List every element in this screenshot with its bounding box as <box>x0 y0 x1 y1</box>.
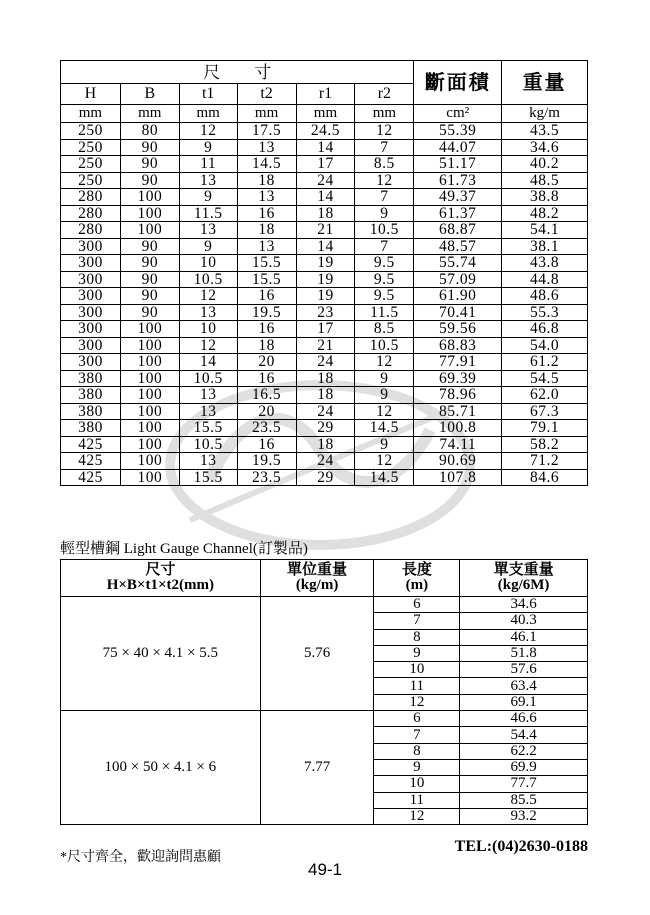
table-cell: 79.1 <box>502 420 588 437</box>
table-row <box>61 156 588 173</box>
lg-length-cell: 11 <box>374 792 460 808</box>
table-cell: 19 <box>296 271 355 288</box>
table-row <box>61 354 588 371</box>
light-gauge-title: 輕型槽鋼 Light Gauge Channel(訂製品) <box>60 541 308 557</box>
lg-piece-weight-header: 單支重量 (kg/6M) <box>460 560 588 597</box>
table-cell: 300 <box>61 304 121 321</box>
table-cell: 16 <box>237 436 296 453</box>
table-cell: 90 <box>120 238 179 255</box>
table-cell: 13 <box>237 139 296 156</box>
table-cell: 10.5 <box>179 271 237 288</box>
lg-unit-weight-cell: 5.76 <box>260 597 374 711</box>
table-cell: 100 <box>120 403 179 420</box>
table-row <box>61 205 588 222</box>
table-cell: 9 <box>179 139 237 156</box>
unit-header: kg/m <box>502 105 588 123</box>
table-row <box>61 387 588 404</box>
table-cell: 100 <box>120 222 179 239</box>
channel-dimensions-table <box>60 60 588 486</box>
table-cell: 20 <box>237 403 296 420</box>
table-cell: 13 <box>179 304 237 321</box>
table-cell: 100 <box>120 337 179 354</box>
symbol-header: B <box>120 84 179 105</box>
table-cell: 10 <box>179 255 237 272</box>
table-cell: 100 <box>120 189 179 206</box>
table-cell: 9 <box>179 238 237 255</box>
table-cell: 12 <box>179 337 237 354</box>
table-cell: 43.5 <box>502 123 588 140</box>
table-cell: 48.5 <box>502 172 588 189</box>
table-cell: 38.8 <box>502 189 588 206</box>
table-cell: 19.5 <box>237 453 296 470</box>
lg-length-cell: 10 <box>374 776 460 792</box>
table-cell: 61.37 <box>414 205 502 222</box>
table-cell: 300 <box>61 288 121 305</box>
lg-length-cell: 9 <box>374 759 460 775</box>
table-cell: 70.41 <box>414 304 502 321</box>
table-cell: 34.6 <box>502 139 588 156</box>
table-cell: 24 <box>296 172 355 189</box>
table-row <box>61 436 588 453</box>
table-cell: 250 <box>61 139 121 156</box>
table-cell: 14 <box>296 238 355 255</box>
table-cell: 9 <box>355 387 414 404</box>
table-cell: 12 <box>355 354 414 371</box>
list-item <box>61 597 588 613</box>
table-cell: 90 <box>120 172 179 189</box>
table-cell: 15.5 <box>179 469 237 486</box>
lg-piece-weight-cell: 62.2 <box>460 743 588 759</box>
table-cell: 100 <box>120 205 179 222</box>
table-cell: 40.2 <box>502 156 588 173</box>
table-cell: 10 <box>179 321 237 338</box>
lg-length-cell: 7 <box>374 613 460 629</box>
table-cell: 10.5 <box>355 337 414 354</box>
table-cell: 24 <box>296 403 355 420</box>
table-cell: 48.57 <box>414 238 502 255</box>
table-cell: 8.5 <box>355 156 414 173</box>
table-cell: 55.74 <box>414 255 502 272</box>
table-cell: 100 <box>120 354 179 371</box>
unit-header: mm <box>179 105 237 123</box>
table-cell: 23 <box>296 304 355 321</box>
lg-unit-weight-header: 單位重量 (kg/m) <box>260 560 374 597</box>
table-cell: 15.5 <box>237 255 296 272</box>
lg-piece-weight-cell: 63.4 <box>460 678 588 694</box>
table-cell: 13 <box>179 403 237 420</box>
table-cell: 250 <box>61 123 121 140</box>
table-cell: 11.5 <box>179 205 237 222</box>
table-cell: 250 <box>61 156 121 173</box>
table-cell: 100 <box>120 453 179 470</box>
table-row <box>61 238 588 255</box>
table-cell: 21 <box>296 337 355 354</box>
lg-length-cell: 12 <box>374 808 460 824</box>
table-cell: 38.1 <box>502 238 588 255</box>
table-row <box>61 337 588 354</box>
table-cell: 13 <box>179 222 237 239</box>
lg-piece-weight-cell: 54.4 <box>460 727 588 743</box>
table-row <box>61 189 588 206</box>
table-cell: 85.71 <box>414 403 502 420</box>
table-cell: 13 <box>179 453 237 470</box>
lg-length-cell: 7 <box>374 727 460 743</box>
table-cell: 69.39 <box>414 370 502 387</box>
table-cell: 18 <box>237 172 296 189</box>
table-cell: 8.5 <box>355 321 414 338</box>
table-cell: 78.96 <box>414 387 502 404</box>
table-cell: 9 <box>355 370 414 387</box>
lg-piece-weight-cell: 93.2 <box>460 808 588 824</box>
table-cell: 12 <box>355 172 414 189</box>
unit-header: mm <box>61 105 121 123</box>
list-item <box>61 711 588 727</box>
table-cell: 9 <box>179 189 237 206</box>
table-cell: 43.8 <box>502 255 588 272</box>
table-cell: 29 <box>296 420 355 437</box>
table-cell: 380 <box>61 420 121 437</box>
table-cell: 10.5 <box>179 370 237 387</box>
table-cell: 61.73 <box>414 172 502 189</box>
table-cell: 12 <box>355 403 414 420</box>
table-cell: 90 <box>120 255 179 272</box>
table-cell: 14 <box>296 139 355 156</box>
table-cell: 71.2 <box>502 453 588 470</box>
table-cell: 90 <box>120 304 179 321</box>
lg-length-cell: 10 <box>374 662 460 678</box>
table-cell: 68.87 <box>414 222 502 239</box>
unit-header: mm <box>237 105 296 123</box>
table-cell: 48.6 <box>502 288 588 305</box>
table-cell: 425 <box>61 469 121 486</box>
table-cell: 18 <box>296 205 355 222</box>
table-cell: 54.5 <box>502 370 588 387</box>
table-cell: 15.5 <box>179 420 237 437</box>
table-cell: 300 <box>61 354 121 371</box>
table-cell: 59.56 <box>414 321 502 338</box>
table-cell: 13 <box>237 238 296 255</box>
table-row <box>61 271 588 288</box>
lg-length-cell: 6 <box>374 597 460 613</box>
table-cell: 280 <box>61 205 121 222</box>
lg-piece-weight-cell: 51.8 <box>460 645 588 661</box>
telephone-number: TEL:(04)2630-0188 <box>454 838 588 855</box>
table-cell: 300 <box>61 255 121 272</box>
lg-piece-weight-cell: 46.1 <box>460 629 588 645</box>
table-cell: 425 <box>61 436 121 453</box>
table-cell: 24 <box>296 453 355 470</box>
table-row <box>61 420 588 437</box>
table-cell: 18 <box>296 436 355 453</box>
table-cell: 21 <box>296 222 355 239</box>
lg-piece-weight-cell: 57.6 <box>460 662 588 678</box>
table-cell: 14 <box>179 354 237 371</box>
table-cell: 7 <box>355 139 414 156</box>
lg-dimension-cell: 100 × 50 × 4.1 × 6 <box>61 711 261 825</box>
table-cell: 12 <box>355 123 414 140</box>
table-cell: 24.5 <box>296 123 355 140</box>
table-cell: 80 <box>120 123 179 140</box>
table-cell: 13 <box>179 387 237 404</box>
table-row <box>61 139 588 156</box>
symbol-header: t2 <box>237 84 296 105</box>
table-row <box>61 403 588 420</box>
table-cell: 17 <box>296 156 355 173</box>
table-cell: 12 <box>179 123 237 140</box>
weight-header: 重量 <box>502 61 588 105</box>
table-row <box>61 222 588 239</box>
table-cell: 13 <box>179 172 237 189</box>
table-cell: 15.5 <box>237 271 296 288</box>
table-cell: 55.3 <box>502 304 588 321</box>
symbol-header: r1 <box>296 84 355 105</box>
table-cell: 54.0 <box>502 337 588 354</box>
table-cell: 16 <box>237 205 296 222</box>
table-cell: 90.69 <box>414 453 502 470</box>
table-cell: 44.8 <box>502 271 588 288</box>
table-row <box>61 370 588 387</box>
table-cell: 100 <box>120 321 179 338</box>
unit-header: cm² <box>414 105 502 123</box>
table-row <box>61 255 588 272</box>
table-cell: 250 <box>61 172 121 189</box>
table-cell: 100 <box>120 469 179 486</box>
table-cell: 300 <box>61 271 121 288</box>
table-cell: 16.5 <box>237 387 296 404</box>
table-row <box>61 172 588 189</box>
table-cell: 11 <box>179 156 237 173</box>
table-cell: 13 <box>237 189 296 206</box>
table-cell: 100 <box>120 436 179 453</box>
table-cell: 10.5 <box>355 222 414 239</box>
table-cell: 68.83 <box>414 337 502 354</box>
table-cell: 11.5 <box>355 304 414 321</box>
lg-dimension-header: 尺寸 H×B×t1×t2(mm) <box>61 560 261 597</box>
lg-piece-weight-cell: 77.7 <box>460 776 588 792</box>
table-cell: 61.90 <box>414 288 502 305</box>
table-cell: 19 <box>296 255 355 272</box>
table-cell: 24 <box>296 354 355 371</box>
table-cell: 17.5 <box>237 123 296 140</box>
table-cell: 380 <box>61 403 121 420</box>
table-cell: 17 <box>296 321 355 338</box>
unit-header: mm <box>355 105 414 123</box>
symbol-header: t1 <box>179 84 237 105</box>
lg-dimension-cell: 75 × 40 × 4.1 × 5.5 <box>61 597 261 711</box>
lg-piece-weight-cell: 34.6 <box>460 597 588 613</box>
table-cell: 280 <box>61 222 121 239</box>
unit-header: mm <box>296 105 355 123</box>
table-cell: 100 <box>120 420 179 437</box>
lg-piece-weight-cell: 69.9 <box>460 759 588 775</box>
table-cell: 12 <box>179 288 237 305</box>
table-cell: 19.5 <box>237 304 296 321</box>
table-cell: 20 <box>237 354 296 371</box>
unit-header: mm <box>120 105 179 123</box>
table-cell: 51.17 <box>414 156 502 173</box>
table-cell: 54.1 <box>502 222 588 239</box>
table-cell: 300 <box>61 321 121 338</box>
table-cell: 90 <box>120 271 179 288</box>
table-cell: 16 <box>237 321 296 338</box>
page-number: 49-1 <box>307 860 343 879</box>
table-cell: 14 <box>296 189 355 206</box>
table-cell: 61.2 <box>502 354 588 371</box>
table-cell: 62.0 <box>502 387 588 404</box>
lg-length-cell: 6 <box>374 711 460 727</box>
table-cell: 90 <box>120 139 179 156</box>
table-cell: 57.09 <box>414 271 502 288</box>
table-cell: 23.5 <box>237 420 296 437</box>
table-cell: 9.5 <box>355 288 414 305</box>
table-cell: 16 <box>237 288 296 305</box>
table-cell: 9 <box>355 436 414 453</box>
symbol-header: H <box>61 84 121 105</box>
lg-piece-weight-cell: 46.6 <box>460 711 588 727</box>
table-cell: 48.2 <box>502 205 588 222</box>
table-cell: 90 <box>120 156 179 173</box>
table-row <box>61 453 588 470</box>
lg-piece-weight-cell: 85.5 <box>460 792 588 808</box>
table-cell: 18 <box>296 387 355 404</box>
lg-length-cell: 8 <box>374 743 460 759</box>
table-row <box>61 321 588 338</box>
table-cell: 7 <box>355 189 414 206</box>
table-cell: 9.5 <box>355 255 414 272</box>
table-cell: 18 <box>237 222 296 239</box>
lg-piece-weight-cell: 40.3 <box>460 613 588 629</box>
table-cell: 380 <box>61 370 121 387</box>
table-cell: 300 <box>61 337 121 354</box>
table-cell: 46.8 <box>502 321 588 338</box>
table-cell: 100 <box>120 370 179 387</box>
table-cell: 19 <box>296 288 355 305</box>
table-cell: 7 <box>355 238 414 255</box>
table-cell: 380 <box>61 387 121 404</box>
table-cell: 18 <box>296 370 355 387</box>
table-cell: 77.91 <box>414 354 502 371</box>
table-cell: 74.11 <box>414 436 502 453</box>
light-gauge-table <box>60 559 588 825</box>
table-cell: 14.5 <box>355 469 414 486</box>
table-cell: 58.2 <box>502 436 588 453</box>
table-cell: 9.5 <box>355 271 414 288</box>
table-cell: 67.3 <box>502 403 588 420</box>
table-cell: 10.5 <box>179 436 237 453</box>
table-cell: 84.6 <box>502 469 588 486</box>
table-cell: 90 <box>120 288 179 305</box>
lg-length-cell: 12 <box>374 694 460 710</box>
lg-length-cell: 11 <box>374 678 460 694</box>
table-cell: 9 <box>355 205 414 222</box>
table-cell: 14.5 <box>237 156 296 173</box>
table-cell: 29 <box>296 469 355 486</box>
table-row <box>61 469 588 486</box>
table-row <box>61 304 588 321</box>
lg-piece-weight-cell: 69.1 <box>460 694 588 710</box>
table-row <box>61 123 588 140</box>
lg-length-cell: 9 <box>374 645 460 661</box>
table-cell: 12 <box>355 453 414 470</box>
table-cell: 107.8 <box>414 469 502 486</box>
table-cell: 44.07 <box>414 139 502 156</box>
footer-note: *尺寸齊全，歡迎詢問惠顧 <box>60 850 221 865</box>
table-cell: 280 <box>61 189 121 206</box>
table-cell: 300 <box>61 238 121 255</box>
table-cell: 16 <box>237 370 296 387</box>
table-cell: 100 <box>120 387 179 404</box>
table-row <box>61 288 588 305</box>
symbol-header: r2 <box>355 84 414 105</box>
dimension-header: 尺 寸 <box>61 61 414 84</box>
table-cell: 49.37 <box>414 189 502 206</box>
table-cell: 18 <box>237 337 296 354</box>
sectional-area-header: 斷面積 <box>414 61 502 105</box>
table-cell: 23.5 <box>237 469 296 486</box>
table-cell: 55.39 <box>414 123 502 140</box>
lg-length-header: 長度 (m) <box>374 560 460 597</box>
lg-unit-weight-cell: 7.77 <box>260 711 374 825</box>
lg-length-cell: 8 <box>374 629 460 645</box>
table-cell: 425 <box>61 453 121 470</box>
table-cell: 14.5 <box>355 420 414 437</box>
table-cell: 100.8 <box>414 420 502 437</box>
